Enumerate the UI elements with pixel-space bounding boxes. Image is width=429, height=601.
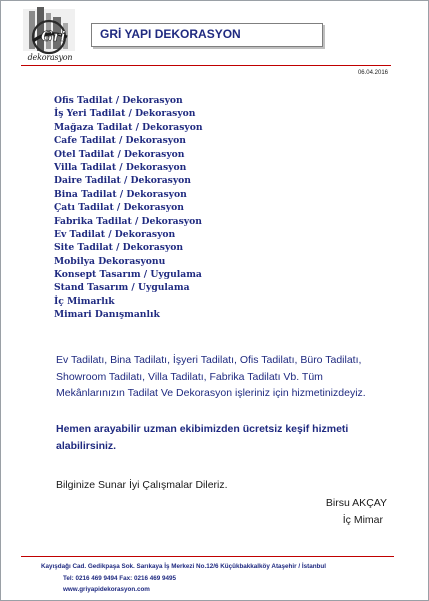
signature-title: İç Mimar	[342, 514, 383, 526]
footer-divider	[21, 556, 394, 557]
service-item: Konsept Tasarım / Uygulama	[54, 269, 202, 281]
service-item: Site Tadilat / Dekorasyon	[54, 242, 184, 254]
service-item: İç Mimarlık	[54, 295, 115, 307]
services-list	[54, 94, 203, 322]
service-item: Mağaza Tadilat / Dekorasyon	[54, 121, 203, 133]
closing-line: Bilginize Sunar İyi Çalışmalar Dileriz.	[56, 479, 228, 491]
company-title-box	[91, 23, 323, 47]
service-item: Daire Tadilat / Dekorasyon	[54, 175, 191, 187]
service-item: Ev Tadilat / Dekorasyon	[54, 228, 176, 240]
body-paragraph: Ev Tadilatı, Bina Tadilatı, İşyeri Tadilatı, Ofis Tadilatı, Büro Tadilatı, Showroom Tadilatı, Villa Tadilatı, Fabrika Tadilatı Vb. Tüm Mekânlarınızın Tadilat Ve Dekorasyon işleriniz için hizmetinizdeyiz.	[56, 354, 366, 399]
footer-phone: Tel: 0216 469 9494 Fax: 0216 469 9495	[63, 574, 176, 582]
company-logo	[19, 7, 81, 71]
footer-contact	[41, 561, 326, 596]
svg-text:Gri: Gri	[41, 29, 66, 45]
service-item: Cafe Tadilat / Dekorasyon	[54, 135, 186, 147]
header-divider	[21, 65, 391, 66]
service-item: Ofis Tadilat / Dekorasyon	[54, 95, 183, 106]
company-name: GRİ YAPI DEKORASYON	[100, 27, 241, 41]
service-item: Çatı Tadilat / Dekorasyon	[54, 202, 184, 214]
service-item: Villa Tadilat / Dekorasyon	[54, 161, 187, 173]
letter-date: 06.04.2016	[357, 70, 388, 76]
service-item: Fabrika Tadilat / Dekorasyon	[54, 215, 202, 227]
service-item: Stand Tasarım / Uygulama	[54, 282, 190, 294]
service-item: Mimari Danışmanlık	[54, 309, 160, 321]
logo-wordmark: dekorasyon	[27, 53, 73, 62]
service-item: Bina Tadilat / Dekorasyon	[54, 188, 187, 200]
footer-website[interactable]: www.griyapidekorasyon.com	[63, 586, 150, 593]
service-item: Otel Tadilat / Dekorasyon	[54, 148, 185, 160]
offer-paragraph: Hemen arayabilir uzman ekibimizden ücretsiz keşif hizmeti alabilirsiniz.	[56, 423, 349, 452]
footer-address: Kayışdağı Cad. Gedikpaşa Sok. Sarıkaya İş Merkezi No.12/6 Küçükbakkalköy Ataşehir / İstanbul	[41, 563, 326, 570]
service-item: Mobilya Dekorasyonu	[54, 255, 166, 267]
service-item: İş Yeri Tadilat / Dekorasyon	[54, 108, 196, 120]
signature-name: Birsu AKÇAY	[325, 497, 387, 509]
